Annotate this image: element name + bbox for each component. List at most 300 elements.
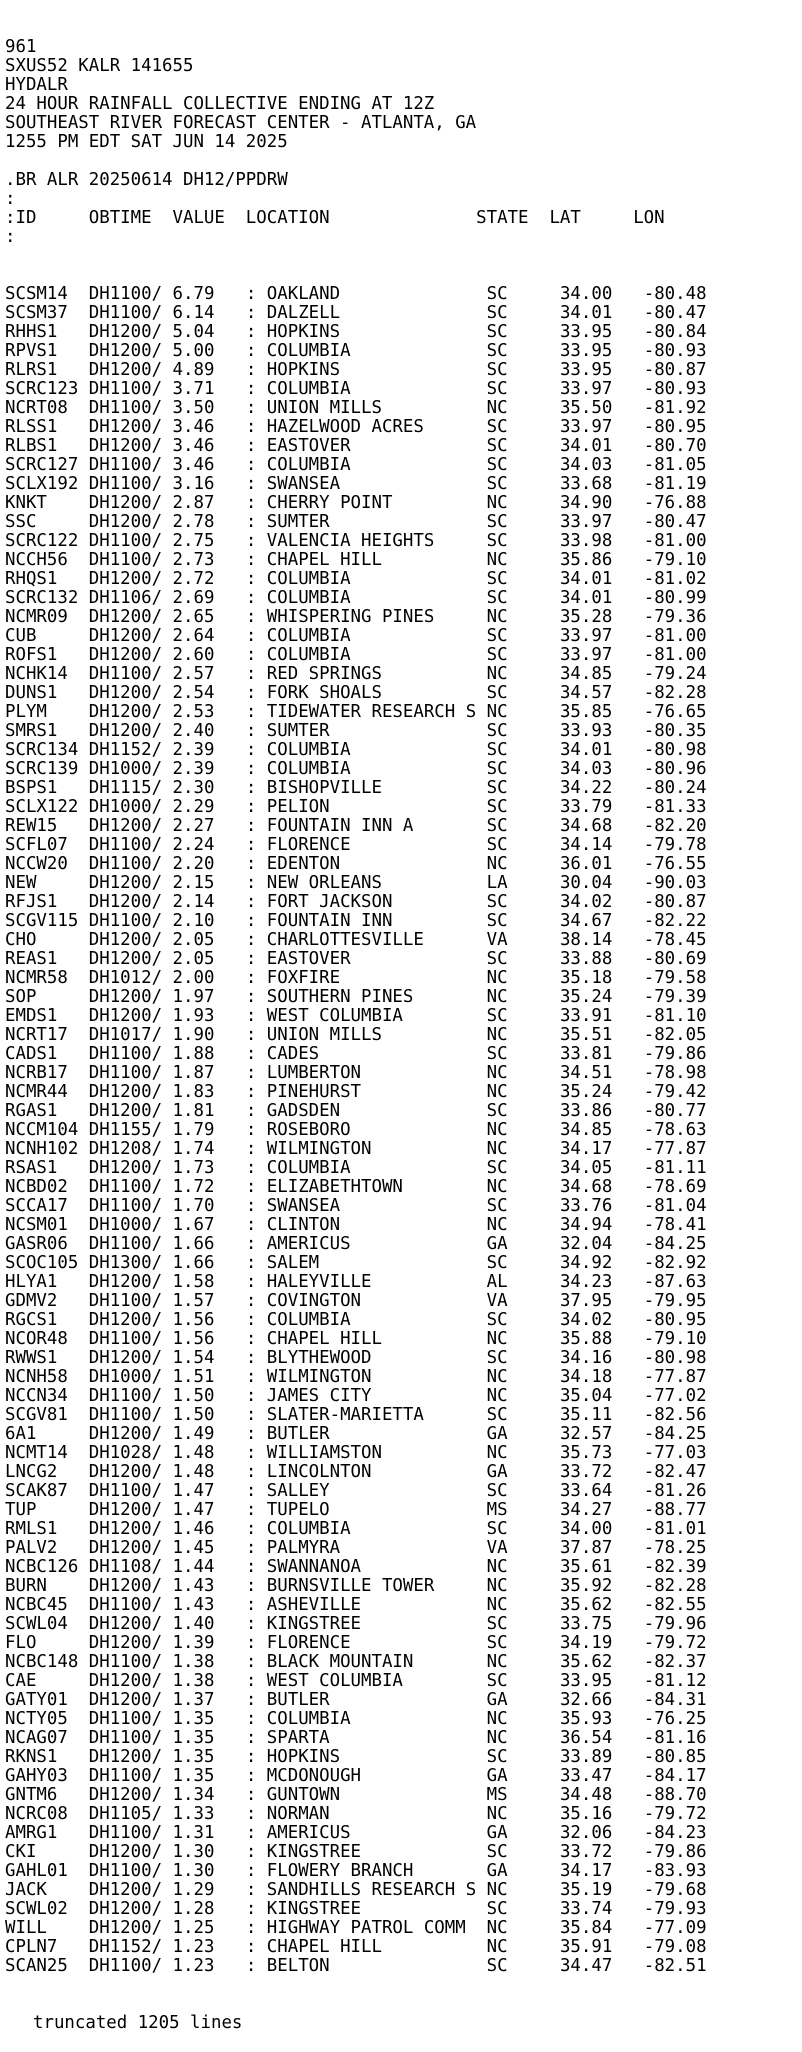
latitude: 35.62	[539, 1652, 613, 1672]
longitude: -80.98	[612, 1348, 707, 1368]
latitude: 35.24	[539, 1082, 613, 1102]
table-row	[5, 1026, 802, 1045]
rainfall-value: 1.93	[172, 1006, 246, 1026]
table-row	[5, 1216, 802, 1235]
separator: :	[245, 1956, 267, 1976]
station-id: 6A1	[5, 1424, 89, 1444]
separator: :	[245, 892, 267, 912]
separator: :	[245, 493, 267, 513]
longitude: -79.72	[612, 1633, 707, 1653]
station-id: RHQS1	[5, 569, 89, 589]
rainfall-value: 2.72	[172, 569, 246, 589]
longitude: -80.87	[612, 892, 707, 912]
separator: :	[245, 1823, 267, 1843]
rainfall-value: 1.35	[172, 1747, 246, 1767]
obtime: DH1100/	[88, 1386, 173, 1406]
latitude: 35.18	[539, 968, 613, 988]
latitude: 32.06	[539, 1823, 613, 1843]
latitude: 33.76	[539, 1196, 613, 1216]
header-line: :	[5, 189, 16, 209]
latitude: 34.67	[539, 911, 613, 931]
obtime: DH1200/	[88, 626, 173, 646]
rainfall-value: 2.54	[172, 683, 246, 703]
separator: :	[245, 683, 267, 703]
table-row	[5, 1805, 802, 1824]
state: SC	[486, 436, 540, 456]
latitude: 34.01	[539, 303, 613, 323]
rainfall-value: 1.66	[172, 1234, 246, 1254]
location: COLUMBIA	[266, 626, 487, 646]
table-row	[5, 1007, 802, 1026]
longitude: -81.00	[612, 645, 707, 665]
header-line: :ID OBTIME VALUE LOCATION STATE LAT LON	[5, 208, 665, 228]
latitude: 33.75	[539, 1614, 613, 1634]
state: SC	[486, 284, 540, 304]
separator: :	[245, 1614, 267, 1634]
separator: :	[245, 1443, 267, 1463]
longitude: -81.02	[612, 569, 707, 589]
state: NC	[486, 987, 540, 1007]
location: TIDEWATER RESEARCH S	[266, 702, 487, 722]
station-id: CKI	[5, 1842, 89, 1862]
latitude: 34.68	[539, 816, 613, 836]
location: COLUMBIA	[266, 1709, 487, 1729]
station-id: TUP	[5, 1500, 89, 1520]
location: BELTON	[266, 1956, 487, 1976]
state: SC	[486, 1481, 540, 1501]
station-id: BURN	[5, 1576, 89, 1596]
rainfall-value: 1.50	[172, 1405, 246, 1425]
location: CHAPEL HILL	[266, 1329, 487, 1349]
table-row	[5, 893, 802, 912]
rainfall-value: 1.23	[172, 1937, 246, 1957]
obtime: DH1200/	[88, 1424, 173, 1444]
location: GADSDEN	[266, 1101, 487, 1121]
obtime: DH1100/	[88, 1652, 173, 1672]
table-row	[5, 1653, 802, 1672]
obtime: DH1100/	[88, 474, 173, 494]
table-row	[5, 1311, 802, 1330]
state: SC	[486, 1899, 540, 1919]
separator: :	[245, 1310, 267, 1330]
separator: :	[245, 1139, 267, 1159]
state: SC	[486, 1158, 540, 1178]
rainfall-value: 3.71	[172, 379, 246, 399]
station-id: REAS1	[5, 949, 89, 969]
rainfall-value: 1.38	[172, 1671, 246, 1691]
location: DALZELL	[266, 303, 487, 323]
location: HAZELWOOD ACRES	[266, 417, 487, 437]
rainfall-value: 1.70	[172, 1196, 246, 1216]
state: MS	[486, 1785, 540, 1805]
table-row	[5, 1957, 802, 1976]
obtime: DH1100/	[88, 550, 173, 570]
state: SC	[486, 797, 540, 817]
table-row	[5, 1425, 802, 1444]
header-line: 961	[5, 37, 37, 57]
table-row	[5, 779, 802, 798]
obtime: DH1200/	[88, 1842, 173, 1862]
longitude: -79.93	[612, 1899, 707, 1919]
station-id: SCRC139	[5, 759, 89, 779]
latitude: 32.57	[539, 1424, 613, 1444]
location: AMERICUS	[266, 1823, 487, 1843]
longitude: -77.87	[612, 1367, 707, 1387]
latitude: 30.04	[539, 873, 613, 893]
state: SC	[486, 645, 540, 665]
longitude: -80.48	[612, 284, 707, 304]
obtime: DH1100/	[88, 1823, 173, 1843]
state: SC	[486, 835, 540, 855]
obtime: DH1200/	[88, 1500, 173, 1520]
latitude: 32.66	[539, 1690, 613, 1710]
station-id: CPLN7	[5, 1937, 89, 1957]
table-row	[5, 1159, 802, 1178]
obtime: DH1200/	[88, 493, 173, 513]
separator: :	[245, 1196, 267, 1216]
location: EDENTON	[266, 854, 487, 874]
location: BLYTHEWOOD	[266, 1348, 487, 1368]
table-row	[5, 1368, 802, 1387]
table-row	[5, 1482, 802, 1501]
latitude: 33.81	[539, 1044, 613, 1064]
state: GA	[486, 1462, 540, 1482]
separator: :	[245, 664, 267, 684]
station-id: SCLX122	[5, 797, 89, 817]
station-id: WILL	[5, 1918, 89, 1938]
location: OAKLAND	[266, 284, 487, 304]
rainfall-value: 2.39	[172, 740, 246, 760]
latitude: 35.62	[539, 1595, 613, 1615]
latitude: 34.16	[539, 1348, 613, 1368]
longitude: -82.56	[612, 1405, 707, 1425]
state: SC	[486, 303, 540, 323]
separator: :	[245, 911, 267, 931]
longitude: -84.23	[612, 1823, 707, 1843]
separator: :	[245, 550, 267, 570]
station-id: SCRC127	[5, 455, 89, 475]
latitude: 34.18	[539, 1367, 613, 1387]
longitude: -79.42	[612, 1082, 707, 1102]
longitude: -83.93	[612, 1861, 707, 1881]
longitude: -79.78	[612, 835, 707, 855]
obtime: DH1100/	[88, 1956, 173, 1976]
rainfall-value: 2.87	[172, 493, 246, 513]
station-id: SSC	[5, 512, 89, 532]
location: ASHEVILLE	[266, 1595, 487, 1615]
table-row	[5, 1064, 802, 1083]
station-id: SOP	[5, 987, 89, 1007]
table-row	[5, 285, 802, 304]
latitude: 34.01	[539, 436, 613, 456]
separator: :	[245, 873, 267, 893]
obtime: DH1100/	[88, 455, 173, 475]
location: UNION MILLS	[266, 1025, 487, 1045]
table-row	[5, 1501, 802, 1520]
latitude: 35.11	[539, 1405, 613, 1425]
table-row	[5, 1881, 802, 1900]
obtime: DH1200/	[88, 930, 173, 950]
latitude: 35.73	[539, 1443, 613, 1463]
station-id: NCSM01	[5, 1215, 89, 1235]
obtime: DH1100/	[88, 284, 173, 304]
longitude: -78.63	[612, 1120, 707, 1140]
rainfall-value: 3.46	[172, 417, 246, 437]
state: NC	[486, 1804, 540, 1824]
table-row	[5, 931, 802, 950]
obtime: DH1100/	[88, 854, 173, 874]
separator: :	[245, 1253, 267, 1273]
latitude: 33.98	[539, 531, 613, 551]
state: NC	[486, 1728, 540, 1748]
obtime: DH1012/	[88, 968, 173, 988]
station-id: GAHL01	[5, 1861, 89, 1881]
separator: :	[245, 778, 267, 798]
table-row	[5, 1767, 802, 1786]
rainfall-value: 1.35	[172, 1709, 246, 1729]
rainfall-value: 1.87	[172, 1063, 246, 1083]
latitude: 35.91	[539, 1937, 613, 1957]
state: GA	[486, 1861, 540, 1881]
station-id: NCNH58	[5, 1367, 89, 1387]
report-table	[5, 285, 802, 1976]
location: TUPELO	[266, 1500, 487, 1520]
station-id: ROFS1	[5, 645, 89, 665]
table-row	[5, 817, 802, 836]
location: BURNSVILLE TOWER	[266, 1576, 487, 1596]
rainfall-value: 2.14	[172, 892, 246, 912]
longitude: -82.05	[612, 1025, 707, 1045]
state: SC	[486, 531, 540, 551]
separator: :	[245, 1633, 267, 1653]
latitude: 38.14	[539, 930, 613, 950]
station-id: SCFL07	[5, 835, 89, 855]
separator: :	[245, 379, 267, 399]
obtime: DH1200/	[88, 1880, 173, 1900]
table-row	[5, 1558, 802, 1577]
state: VA	[486, 930, 540, 950]
separator: :	[245, 1804, 267, 1824]
obtime: DH1200/	[88, 816, 173, 836]
station-id: SCAN25	[5, 1956, 89, 1976]
state: AL	[486, 1272, 540, 1292]
table-row	[5, 855, 802, 874]
latitude: 33.97	[539, 626, 613, 646]
header-line: HYDALR	[5, 75, 68, 95]
state: NC	[486, 1082, 540, 1102]
state: NC	[486, 1595, 540, 1615]
obtime: DH1100/	[88, 398, 173, 418]
latitude: 33.86	[539, 1101, 613, 1121]
longitude: -81.33	[612, 797, 707, 817]
longitude: -88.77	[612, 1500, 707, 1520]
station-id: SCRC134	[5, 740, 89, 760]
obtime: DH1100/	[88, 1709, 173, 1729]
table-row	[5, 1710, 802, 1729]
station-id: HLYA1	[5, 1272, 89, 1292]
state: SC	[486, 683, 540, 703]
station-id: GASR06	[5, 1234, 89, 1254]
state: VA	[486, 1538, 540, 1558]
state: SC	[486, 759, 540, 779]
longitude: -82.37	[612, 1652, 707, 1672]
rainfall-value: 1.74	[172, 1139, 246, 1159]
latitude: 35.50	[539, 398, 613, 418]
station-id: JACK	[5, 1880, 89, 1900]
rainfall-value: 1.57	[172, 1291, 246, 1311]
obtime: DH1200/	[88, 322, 173, 342]
obtime: DH1155/	[88, 1120, 173, 1140]
obtime: DH1100/	[88, 1044, 173, 1064]
table-row	[5, 608, 802, 627]
location: FLOWERY BRANCH	[266, 1861, 487, 1881]
obtime: DH1100/	[88, 379, 173, 399]
obtime: DH1200/	[88, 1671, 173, 1691]
longitude: -84.17	[612, 1766, 707, 1786]
location: AMERICUS	[266, 1234, 487, 1254]
longitude: -80.99	[612, 588, 707, 608]
location: SUMTER	[266, 512, 487, 532]
location: FOUNTAIN INN	[266, 911, 487, 931]
obtime: DH1200/	[88, 360, 173, 380]
latitude: 34.02	[539, 892, 613, 912]
location: GUNTOWN	[266, 1785, 487, 1805]
station-id: REW15	[5, 816, 89, 836]
table-row	[5, 1444, 802, 1463]
state: GA	[486, 1690, 540, 1710]
table-row	[5, 456, 802, 475]
table-row	[5, 627, 802, 646]
location: SWANNANOA	[266, 1557, 487, 1577]
location: RED SPRINGS	[266, 664, 487, 684]
rainfall-value: 2.05	[172, 949, 246, 969]
station-id: SCWL04	[5, 1614, 89, 1634]
station-id: RPVS1	[5, 341, 89, 361]
state: MS	[486, 1500, 540, 1520]
location: COLUMBIA	[266, 455, 487, 475]
location: WILLIAMSTON	[266, 1443, 487, 1463]
longitude: -81.11	[612, 1158, 707, 1178]
obtime: DH1200/	[88, 645, 173, 665]
station-id: SMRS1	[5, 721, 89, 741]
longitude: -81.19	[612, 474, 707, 494]
latitude: 33.88	[539, 949, 613, 969]
separator: :	[245, 1842, 267, 1862]
state: NC	[486, 1443, 540, 1463]
state: GA	[486, 1424, 540, 1444]
obtime: DH1028/	[88, 1443, 173, 1463]
latitude: 34.19	[539, 1633, 613, 1653]
latitude: 34.94	[539, 1215, 613, 1235]
obtime: DH1200/	[88, 1158, 173, 1178]
separator: :	[245, 854, 267, 874]
longitude: -81.16	[612, 1728, 707, 1748]
obtime: DH1100/	[88, 1291, 173, 1311]
latitude: 36.54	[539, 1728, 613, 1748]
longitude: -78.69	[612, 1177, 707, 1197]
table-row	[5, 798, 802, 817]
obtime: DH1200/	[88, 1576, 173, 1596]
obtime: DH1200/	[88, 702, 173, 722]
obtime: DH1200/	[88, 949, 173, 969]
obtime: DH1100/	[88, 911, 173, 931]
rainfall-value: 2.73	[172, 550, 246, 570]
table-row	[5, 1672, 802, 1691]
rainfall-value: 1.73	[172, 1158, 246, 1178]
rainfall-value: 1.44	[172, 1557, 246, 1577]
station-id: NCRT17	[5, 1025, 89, 1045]
longitude: -81.05	[612, 455, 707, 475]
station-id: NCOR48	[5, 1329, 89, 1349]
longitude: -88.70	[612, 1785, 707, 1805]
state: NC	[486, 1329, 540, 1349]
location: SWANSEA	[266, 474, 487, 494]
station-id: NCRB17	[5, 1063, 89, 1083]
station-id: RMLS1	[5, 1519, 89, 1539]
latitude: 35.19	[539, 1880, 613, 1900]
truncated-note: truncated 1205 lines	[33, 2013, 243, 2033]
table-row	[5, 874, 802, 893]
latitude: 33.97	[539, 645, 613, 665]
separator: :	[245, 1044, 267, 1064]
state: NC	[486, 1652, 540, 1672]
table-row	[5, 1349, 802, 1368]
obtime: DH1200/	[88, 1348, 173, 1368]
table-row	[5, 1919, 802, 1938]
separator: :	[245, 1177, 267, 1197]
table-row	[5, 722, 802, 741]
station-id: NCBC45	[5, 1595, 89, 1615]
state: SC	[486, 1956, 540, 1976]
location: VALENCIA HEIGHTS	[266, 531, 487, 551]
latitude: 34.22	[539, 778, 613, 798]
separator: :	[245, 341, 267, 361]
rainfall-value: 2.69	[172, 588, 246, 608]
rainfall-value: 1.45	[172, 1538, 246, 1558]
station-id: RWWS1	[5, 1348, 89, 1368]
rainfall-value: 1.34	[172, 1785, 246, 1805]
longitude: -79.96	[612, 1614, 707, 1634]
state: NC	[486, 1386, 540, 1406]
rainfall-value: 2.29	[172, 797, 246, 817]
table-row	[5, 1463, 802, 1482]
location: BLACK MOUNTAIN	[266, 1652, 487, 1672]
separator: :	[245, 1215, 267, 1235]
table-row	[5, 475, 802, 494]
longitude: -79.24	[612, 664, 707, 684]
table-row	[5, 1387, 802, 1406]
separator: :	[245, 930, 267, 950]
table-row	[5, 1235, 802, 1254]
station-id: SCAK87	[5, 1481, 89, 1501]
latitude: 34.68	[539, 1177, 613, 1197]
latitude: 33.95	[539, 360, 613, 380]
longitude: -77.87	[612, 1139, 707, 1159]
location: FORT JACKSON	[266, 892, 487, 912]
table-row	[5, 703, 802, 722]
longitude: -81.26	[612, 1481, 707, 1501]
longitude: -80.96	[612, 759, 707, 779]
rainfall-value: 2.24	[172, 835, 246, 855]
station-id: EMDS1	[5, 1006, 89, 1026]
separator: :	[245, 474, 267, 494]
latitude: 34.01	[539, 740, 613, 760]
table-row	[5, 551, 802, 570]
latitude: 35.16	[539, 1804, 613, 1824]
station-id: GDMV2	[5, 1291, 89, 1311]
separator: :	[245, 1367, 267, 1387]
latitude: 34.00	[539, 284, 613, 304]
